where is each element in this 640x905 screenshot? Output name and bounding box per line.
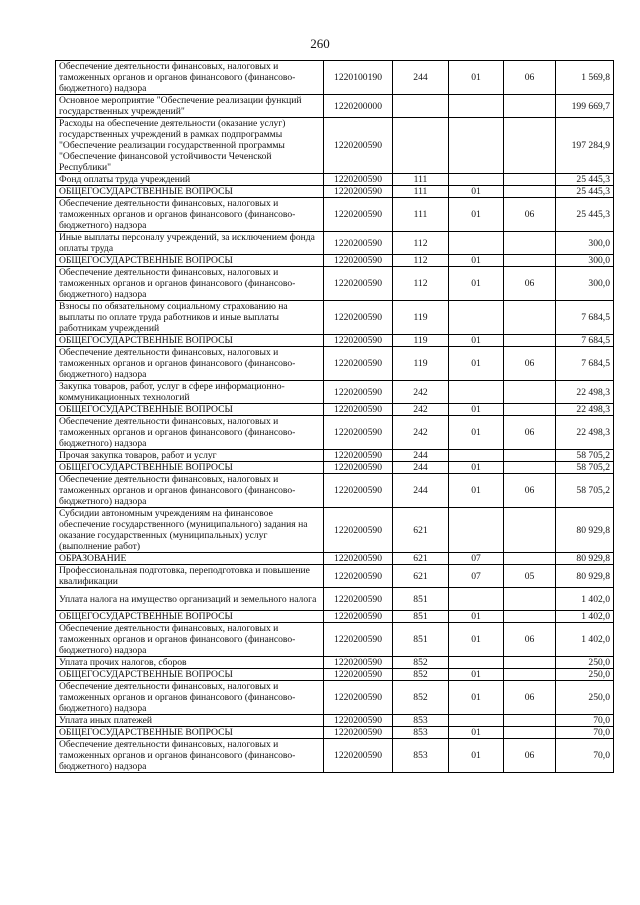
subsection-cell: 06	[504, 474, 556, 508]
target-article-cell: 1220200590	[324, 174, 393, 186]
subsection-cell: 05	[504, 565, 556, 588]
target-article-cell: 1220200590	[324, 347, 393, 381]
expense-type-cell: 111	[393, 186, 449, 198]
expense-type-cell: 242	[393, 416, 449, 450]
table-row	[56, 255, 614, 267]
row-name-cell: ОБЩЕГОСУДАРСТВЕННЫЕ ВОПРОСЫ	[56, 727, 324, 739]
section-cell: 01	[449, 198, 504, 232]
amount-cell: 70,0	[556, 739, 614, 773]
table-row	[56, 347, 614, 381]
amount-cell: 250,0	[556, 681, 614, 715]
target-article-cell: 1220200590	[324, 301, 393, 335]
expense-type-cell: 853	[393, 727, 449, 739]
expense-type-cell: 112	[393, 267, 449, 301]
subsection-cell	[504, 186, 556, 198]
target-article-cell: 1220200590	[324, 727, 393, 739]
amount-cell: 80 929,8	[556, 553, 614, 565]
section-cell: 01	[449, 404, 504, 416]
table-row	[56, 232, 614, 255]
amount-cell: 70,0	[556, 727, 614, 739]
subsection-cell	[504, 611, 556, 623]
subsection-cell	[504, 462, 556, 474]
target-article-cell: 1220200590	[324, 669, 393, 681]
table-row	[56, 95, 614, 118]
table-row	[56, 450, 614, 462]
amount-cell: 1 569,8	[556, 61, 614, 95]
amount-cell: 22 498,3	[556, 381, 614, 404]
subsection-cell	[504, 404, 556, 416]
section-cell: 01	[449, 669, 504, 681]
target-article-cell: 1220200590	[324, 508, 393, 553]
target-article-cell: 1220200590	[324, 267, 393, 301]
amount-cell: 250,0	[556, 669, 614, 681]
section-cell: 01	[449, 61, 504, 95]
target-article-cell: 1220200590	[324, 416, 393, 450]
subsection-cell: 06	[504, 416, 556, 450]
target-article-cell: 1220200590	[324, 715, 393, 727]
subsection-cell: 06	[504, 623, 556, 657]
subsection-cell	[504, 174, 556, 186]
expense-type-cell: 244	[393, 462, 449, 474]
table-row	[56, 198, 614, 232]
expense-type-cell: 244	[393, 474, 449, 508]
section-cell	[449, 95, 504, 118]
section-cell	[449, 301, 504, 335]
target-article-cell: 1220200590	[324, 739, 393, 773]
row-name-cell: ОБЩЕГОСУДАРСТВЕННЫЕ ВОПРОСЫ	[56, 186, 324, 198]
amount-cell: 25 445,3	[556, 186, 614, 198]
amount-cell: 80 929,8	[556, 565, 614, 588]
row-name-cell: ОБЩЕГОСУДАРСТВЕННЫЕ ВОПРОСЫ	[56, 611, 324, 623]
target-article-cell: 1220200590	[324, 381, 393, 404]
amount-cell: 58 705,2	[556, 462, 614, 474]
table-row	[56, 186, 614, 198]
section-cell	[449, 174, 504, 186]
target-article-cell: 1220200590	[324, 450, 393, 462]
amount-cell: 1 402,0	[556, 623, 614, 657]
table-row	[56, 588, 614, 611]
subsection-cell	[504, 669, 556, 681]
row-name-cell: Расходы на обеспечение деятельности (оказание услуг) государственных учреждений в рамках подпрограммы "Обеспечение реализации государственной программы "Обеспечение финансовой устойчивости Чеченской Республики"	[56, 118, 324, 174]
amount-cell: 199 669,7	[556, 95, 614, 118]
row-name-cell: Основное мероприятие "Обеспечение реализации функций государственных учреждений"	[56, 95, 324, 118]
row-name-cell: ОБЩЕГОСУДАРСТВЕННЫЕ ВОПРОСЫ	[56, 404, 324, 416]
expense-type-cell: 244	[393, 450, 449, 462]
subsection-cell	[504, 335, 556, 347]
subsection-cell: 06	[504, 198, 556, 232]
amount-cell: 80 929,8	[556, 508, 614, 553]
subsection-cell	[504, 508, 556, 553]
amount-cell: 25 445,3	[556, 174, 614, 186]
table-row	[56, 715, 614, 727]
section-cell	[449, 118, 504, 174]
section-cell: 01	[449, 681, 504, 715]
row-name-cell: Взносы по обязательному социальному страхованию на выплаты по оплате труда работников и иные выплаты работникам учреждений	[56, 301, 324, 335]
row-name-cell: Обеспечение деятельности финансовых, налоговых и таможенных органов и органов финансового (финансово-бюджетного) надзора	[56, 416, 324, 450]
table-row	[56, 404, 614, 416]
table-row	[56, 174, 614, 186]
target-article-cell: 1220200590	[324, 553, 393, 565]
subsection-cell: 06	[504, 739, 556, 773]
expense-type-cell: 851	[393, 611, 449, 623]
row-name-cell: ОБЩЕГОСУДАРСТВЕННЫЕ ВОПРОСЫ	[56, 669, 324, 681]
table-row	[56, 474, 614, 508]
row-name-cell: ОБРАЗОВАНИЕ	[56, 553, 324, 565]
amount-cell: 22 498,3	[556, 404, 614, 416]
subsection-cell	[504, 588, 556, 611]
section-cell: 07	[449, 565, 504, 588]
subsection-cell: 06	[504, 681, 556, 715]
target-article-cell: 1220200590	[324, 404, 393, 416]
amount-cell: 1 402,0	[556, 588, 614, 611]
expense-type-cell	[393, 95, 449, 118]
expense-type-cell: 851	[393, 623, 449, 657]
row-name-cell: Субсидии автономным учреждениям на финансовое обеспечение государственного (муниципального) задания на оказание государственных (муниципальных) услуг (выполнение работ)	[56, 508, 324, 553]
subsection-cell	[504, 553, 556, 565]
target-article-cell: 1220200590	[324, 186, 393, 198]
amount-cell: 300,0	[556, 255, 614, 267]
section-cell	[449, 715, 504, 727]
target-article-cell: 1220200590	[324, 681, 393, 715]
row-name-cell: Уплата налога на имущество организаций и земельного налога	[56, 588, 324, 611]
expense-type-cell: 112	[393, 255, 449, 267]
amount-cell: 250,0	[556, 657, 614, 669]
expense-type-cell: 242	[393, 381, 449, 404]
expense-type-cell: 244	[393, 61, 449, 95]
amount-cell: 7 684,5	[556, 301, 614, 335]
expense-type-cell: 621	[393, 553, 449, 565]
subsection-cell	[504, 727, 556, 739]
table-row	[56, 669, 614, 681]
amount-cell: 300,0	[556, 267, 614, 301]
table-row	[56, 657, 614, 669]
target-article-cell: 1220200590	[324, 232, 393, 255]
target-article-cell: 1220200590	[324, 462, 393, 474]
target-article-cell: 1220200590	[324, 623, 393, 657]
expense-type-cell: 621	[393, 565, 449, 588]
target-article-cell: 1220200590	[324, 588, 393, 611]
section-cell: 01	[449, 727, 504, 739]
amount-cell: 1 402,0	[556, 611, 614, 623]
amount-cell: 7 684,5	[556, 335, 614, 347]
amount-cell: 7 684,5	[556, 347, 614, 381]
section-cell: 01	[449, 335, 504, 347]
target-article-cell: 1220200590	[324, 474, 393, 508]
target-article-cell: 1220200000	[324, 95, 393, 118]
section-cell	[449, 232, 504, 255]
expense-type-cell: 621	[393, 508, 449, 553]
budget-table-body	[56, 61, 614, 773]
table-row	[56, 739, 614, 773]
row-name-cell: Обеспечение деятельности финансовых, налоговых и таможенных органов и органов финансового (финансово-бюджетного) надзора	[56, 623, 324, 657]
section-cell	[449, 657, 504, 669]
section-cell	[449, 450, 504, 462]
section-cell: 01	[449, 462, 504, 474]
table-row	[56, 611, 614, 623]
row-name-cell: Обеспечение деятельности финансовых, налоговых и таможенных органов и органов финансового (финансово-бюджетного) надзора	[56, 61, 324, 95]
expense-type-cell: 119	[393, 335, 449, 347]
subsection-cell	[504, 657, 556, 669]
row-name-cell: Уплата прочих налогов, сборов	[56, 657, 324, 669]
expense-type-cell: 852	[393, 657, 449, 669]
budget-table	[55, 60, 614, 773]
row-name-cell: Закупка товаров, работ, услуг в сфере информационно-коммуникационных технологий	[56, 381, 324, 404]
expense-type-cell: 111	[393, 198, 449, 232]
row-name-cell: Обеспечение деятельности финансовых, налоговых и таможенных органов и органов финансового (финансово-бюджетного) надзора	[56, 739, 324, 773]
table-row	[56, 565, 614, 588]
target-article-cell: 1220200590	[324, 565, 393, 588]
section-cell	[449, 381, 504, 404]
expense-type-cell: 853	[393, 715, 449, 727]
expense-type-cell: 853	[393, 739, 449, 773]
subsection-cell	[504, 715, 556, 727]
expense-type-cell: 852	[393, 669, 449, 681]
expense-type-cell: 119	[393, 301, 449, 335]
row-name-cell: ОБЩЕГОСУДАРСТВЕННЫЕ ВОПРОСЫ	[56, 255, 324, 267]
subsection-cell	[504, 450, 556, 462]
row-name-cell: Фонд оплаты труда учреждений	[56, 174, 324, 186]
row-name-cell: ОБЩЕГОСУДАРСТВЕННЫЕ ВОПРОСЫ	[56, 462, 324, 474]
amount-cell: 70,0	[556, 715, 614, 727]
amount-cell: 197 284,9	[556, 118, 614, 174]
table-row	[56, 381, 614, 404]
row-name-cell: Профессиональная подготовка, переподготовка и повышение квалификации	[56, 565, 324, 588]
section-cell: 07	[449, 553, 504, 565]
target-article-cell: 1220200590	[324, 335, 393, 347]
expense-type-cell: 851	[393, 588, 449, 611]
table-row	[56, 335, 614, 347]
target-article-cell: 1220200590	[324, 611, 393, 623]
section-cell: 01	[449, 623, 504, 657]
section-cell: 01	[449, 347, 504, 381]
table-row	[56, 553, 614, 565]
table-row	[56, 118, 614, 174]
table-row	[56, 462, 614, 474]
target-article-cell: 1220200590	[324, 198, 393, 232]
amount-cell: 58 705,2	[556, 474, 614, 508]
row-name-cell: Обеспечение деятельности финансовых, налоговых и таможенных органов и органов финансового (финансово-бюджетного) надзора	[56, 474, 324, 508]
amount-cell: 300,0	[556, 232, 614, 255]
subsection-cell	[504, 381, 556, 404]
row-name-cell: Прочая закупка товаров, работ и услуг	[56, 450, 324, 462]
section-cell	[449, 508, 504, 553]
row-name-cell: Иные выплаты персоналу учреждений, за исключением фонда оплаты труда	[56, 232, 324, 255]
table-row	[56, 508, 614, 553]
row-name-cell: Обеспечение деятельности финансовых, налоговых и таможенных органов и органов финансового (финансово-бюджетного) надзора	[56, 198, 324, 232]
section-cell: 01	[449, 739, 504, 773]
section-cell: 01	[449, 267, 504, 301]
subsection-cell: 06	[504, 347, 556, 381]
row-name-cell: ОБЩЕГОСУДАРСТВЕННЫЕ ВОПРОСЫ	[56, 335, 324, 347]
expense-type-cell: 111	[393, 174, 449, 186]
table-row	[56, 681, 614, 715]
table-row	[56, 267, 614, 301]
target-article-cell: 1220200590	[324, 118, 393, 174]
table-row	[56, 727, 614, 739]
expense-type-cell: 112	[393, 232, 449, 255]
subsection-cell	[504, 95, 556, 118]
target-article-cell: 1220200590	[324, 657, 393, 669]
target-article-cell: 1220100190	[324, 61, 393, 95]
table-row	[56, 61, 614, 95]
row-name-cell: Обеспечение деятельности финансовых, налоговых и таможенных органов и органов финансового (финансово-бюджетного) надзора	[56, 681, 324, 715]
subsection-cell	[504, 232, 556, 255]
section-cell: 01	[449, 611, 504, 623]
row-name-cell: Обеспечение деятельности финансовых, налоговых и таможенных органов и органов финансового (финансово-бюджетного) надзора	[56, 267, 324, 301]
amount-cell: 58 705,2	[556, 450, 614, 462]
row-name-cell: Уплата иных платежей	[56, 715, 324, 727]
amount-cell: 25 445,3	[556, 198, 614, 232]
table-row	[56, 416, 614, 450]
page-number: 260	[310, 36, 330, 51]
table-row	[56, 301, 614, 335]
section-cell: 01	[449, 416, 504, 450]
expense-type-cell: 852	[393, 681, 449, 715]
subsection-cell: 06	[504, 267, 556, 301]
section-cell: 01	[449, 186, 504, 198]
target-article-cell: 1220200590	[324, 255, 393, 267]
section-cell: 01	[449, 255, 504, 267]
table-row	[56, 623, 614, 657]
subsection-cell	[504, 118, 556, 174]
expense-type-cell	[393, 118, 449, 174]
row-name-cell: Обеспечение деятельности финансовых, налоговых и таможенных органов и органов финансового (финансово-бюджетного) надзора	[56, 347, 324, 381]
expense-type-cell: 119	[393, 347, 449, 381]
amount-cell: 22 498,3	[556, 416, 614, 450]
subsection-cell	[504, 255, 556, 267]
subsection-cell	[504, 301, 556, 335]
subsection-cell: 06	[504, 61, 556, 95]
section-cell	[449, 588, 504, 611]
section-cell: 01	[449, 474, 504, 508]
expense-type-cell: 242	[393, 404, 449, 416]
